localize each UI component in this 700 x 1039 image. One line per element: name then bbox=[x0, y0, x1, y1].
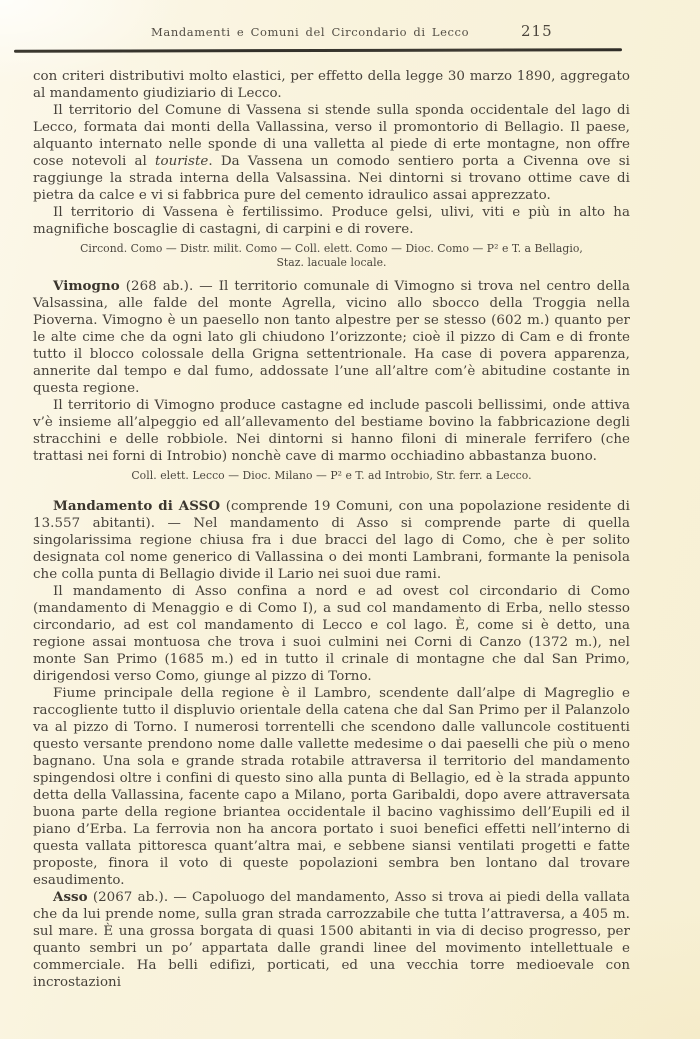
reference-line bbox=[33, 242, 630, 269]
body-paragraph bbox=[33, 498, 630, 583]
page-content bbox=[33, 68, 630, 991]
page-number: 215 bbox=[521, 22, 553, 40]
body-paragraph bbox=[33, 204, 630, 238]
text-run: (268 ab.). — Il territorio comunale di Vimogno si trova nel centro della Valsassina, alle falde del monte Agrella, vicino allo sbocco della Troggia nella Pioverna. Vimogno è un paesello non tanto alpestre per se stesso (602 m.) quanto per le alte cime che da ogni lato gli chiudono l’orizzonte; cioè il pizzo di Cam e di fronte tutto il blocco colossale della Grigna settentrionale. Ha case di povera apparenza, annerite dal tempo e dal fumo, addossate l’une all’altre com’è abitudine costante in questa regione. bbox=[33, 279, 630, 396]
text-run: Il mandamento di Asso confina a nord e ad ovest col circondario di Como (mandamento di Menaggio e di Como I), a sud col mandamento di Erba, nello stesso circondario, ad est col mandamento di Lecco e col lago. È, come si è detto, una regione assai montuosa che trova i suoi culmini nei Corni di Canzo (1372 m.), nel monte San Primo (1685 m.) ed in tutto il crinale di montagne che dal San Primo, dirigendosi verso Como, giunge al pizzo di Torno. bbox=[33, 583, 630, 684]
body-paragraph bbox=[33, 397, 630, 465]
entry-lead: Asso bbox=[53, 888, 88, 905]
body-paragraph bbox=[33, 889, 630, 991]
entry-lead: Mandamento di ASSO bbox=[53, 497, 221, 514]
reference-line bbox=[33, 469, 630, 483]
text-run: (2067 ab.). — Capoluogo del mandamento, Asso si trova ai piedi della vallata che da lui prende nome, sulla gran strada carrozzabile che tutta l’attraversa, a 405 m. sul mare. È una grossa borgata di quasi 1500 abitanti in via di deciso progresso, per quanto sembri un po’ appartata dalle grandi linee del movimento intellettuale e commerciale. Ha belli edifizi, porticati, ed una vecchia torre medioevale con incrostazioni bbox=[33, 889, 630, 990]
body-paragraph bbox=[33, 68, 630, 102]
text-run: Circond. Como — Distr. milit. Como — Coll. elett. Como — Dioc. Como — P² e T. a Bellagio, bbox=[80, 242, 583, 255]
text-run: (comprende 19 Comuni, con una popolazione residente di 13.557 abitanti). — Nel mandamento di Asso si comprende parte di quella singolarissima regione chiusa fra i due bracci del lago di Como, che è per solito designata col nome generico di Vallassina o dei monti Lambrani, formante la penisola che colla punta di Bellagio divide il Lario nei suoi due rami. bbox=[33, 498, 631, 582]
text-run: touriste bbox=[155, 154, 209, 169]
header-rule bbox=[14, 48, 622, 53]
body-paragraph bbox=[33, 685, 630, 889]
body-paragraph bbox=[33, 102, 630, 204]
text-run: Il territorio del Comune di Vassena si stende sulla sponda occidentale del lago di Lecco, formata dai monti della Vallassina, verso il promontorio di Bellagio. Il paese, alquanto internato nelle sponde di una valletta al piede di erte montagne, non offre cose notevoli al bbox=[33, 103, 630, 169]
page-header bbox=[33, 22, 630, 44]
text-run: Fiume principale della regione è il Lambro, scendente dall’alpe di Magreglio e raccogliente tutto il displuvio orientale della catena che dal San Primo per il Palanzolo va al pizzo di Torno. I numerosi torrentelli che scendono dalle valluncole costituenti questo versante prendono nome dalle vallette medesime o dai paeselli che più o meno bagnano. Una sola e grande strada rotabile attraversa il territorio del mandamento spingendosi oltre i confini di questo sino alla punta di Bellagio, ed è la strada appunto detta della Vallassina, facente capo a Milano, porta Garibaldi, dopo avere attraversata buona parte della regione briantea occidentale il bacino vaghissimo dell’Eupili ed il piano d’Erba. La ferrovia non ha ancora portato i suoi benefici effetti nell’interno di questa vallata pittoresca quant’altra mai, e sebbene siansi ventilati progetti e fatte proposte, finora il voto di queste popolazioni sembra ben lontano dal trovare esaudimento. bbox=[33, 685, 630, 888]
running-title: Mandamenti e Comuni del Circondario di Lecco bbox=[151, 25, 470, 39]
text-run: . Da Vassena un comodo sentiero porta a Civenna ove si raggiunge la strada interna della Valsassina. Nei dintorni si trovano ottime cave di pietra da calce e vi si fabbrica pure del cemento idraulico assai apprezzato. bbox=[33, 154, 630, 203]
body-paragraph bbox=[33, 583, 630, 685]
text-run: Il territorio di Vassena è fertilissimo. Produce gelsi, ulivi, viti e più in alto ha magnifiche boscaglie di castagni, di carpini e di rovere. bbox=[33, 205, 630, 237]
text-run: con criteri distributivi molto elastici, per effetto della legge 30 marzo 1890, aggregato al mandamento giudiziario di Lecco. bbox=[33, 69, 630, 101]
text-run: Il territorio di Vimogno produce castagne ed include pascoli bellissimi, onde attiva v’è insieme all’alpeggio ed all’allevamento del bestiame bovino la fabbricazione degli stracchini e delle robbiole. Nei dintorni si hanno filoni di minerale ferrifero (che trattasi nei forni di Introbio) nonchè cave di marmo occhiadino abbastanza buono. bbox=[33, 398, 630, 464]
text-run: Staz. lacuale locale. bbox=[276, 255, 387, 269]
entry-lead: Vimogno bbox=[53, 278, 120, 294]
text-run: Coll. elett. Lecco — Dioc. Milano — P² e T. ad Introbio, Str. ferr. a Lecco. bbox=[131, 469, 532, 482]
body-paragraph bbox=[33, 278, 630, 397]
